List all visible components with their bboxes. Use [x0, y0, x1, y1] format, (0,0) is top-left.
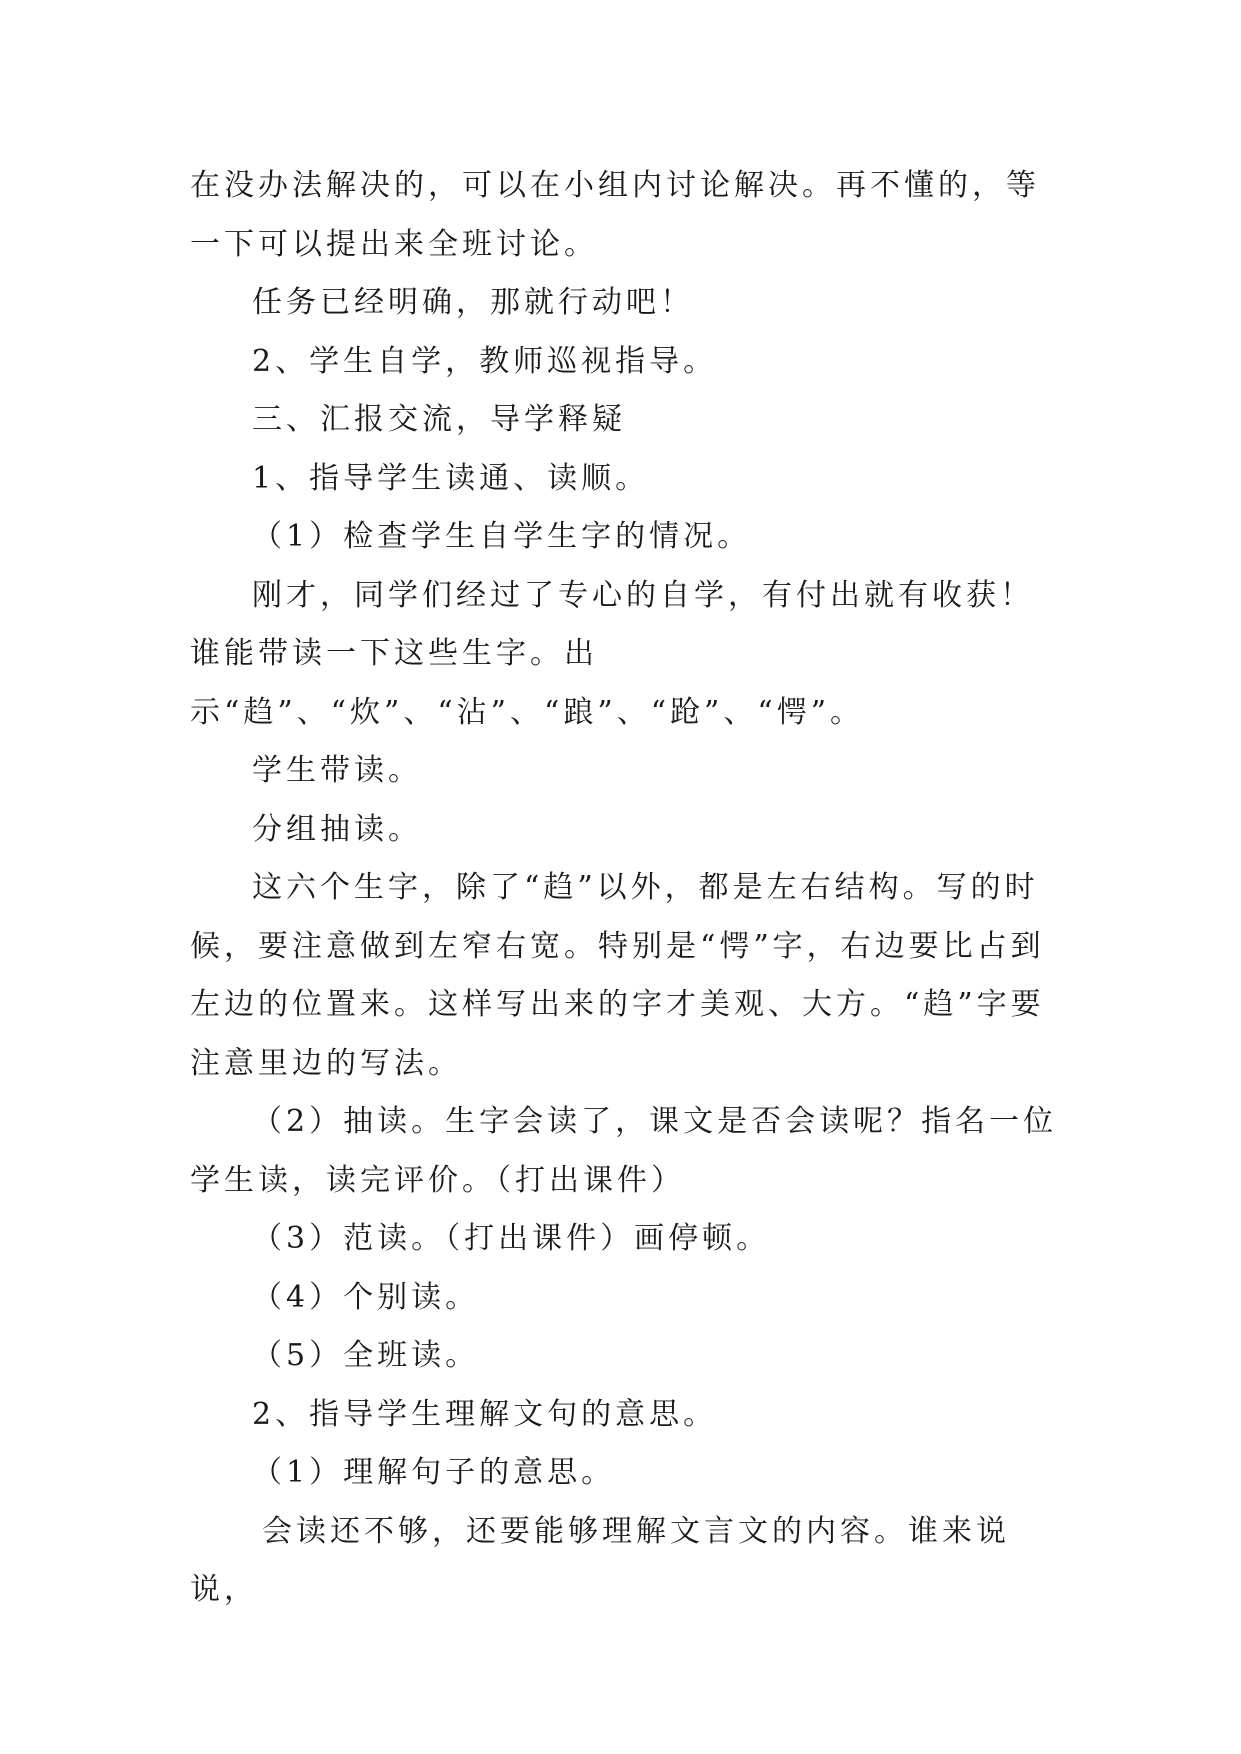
paragraph-9: 分组抽读。 — [252, 811, 422, 847]
paragraph-13: （4）个别读。 — [252, 1279, 480, 1315]
paragraph-16: （1）理解句子的意思。 — [252, 1455, 616, 1490]
paragraph-15: 2、指导学生理解文句的意思。 — [252, 1396, 718, 1432]
paragraph-10: 这六个生字，除了“趋”以外，都是左右结构。写的时候，要注意做到左窄右宽。特别是“愕”字，右边要比占到左边的位置来。这样写出来的字才美观、大方。“趋”字要注意里边的写法。 — [190, 870, 1045, 1081]
paragraph-1: 在没办法解决的，可以在小组内讨论解决。再不懂的，等一下可以提出来全班讨论。 — [190, 168, 1040, 262]
paragraph-5: 1、指导学生读通、读顺。 — [252, 460, 650, 496]
paragraph-6: （1）检查学生自学生字的情况。 — [252, 519, 752, 554]
paragraph-8: 学生带读。 — [252, 753, 422, 788]
paragraph-12: （3）范读。（打出课件）画停顿。 — [252, 1221, 771, 1256]
paragraph-2: 任务已经明确，那就行动吧！ — [252, 285, 694, 320]
section-heading: 三、汇报交流，导学释疑 — [252, 402, 626, 437]
paragraph-14: （5）全班读。 — [252, 1338, 480, 1373]
paragraph-3: 2、学生自学，教师巡视指导。 — [252, 343, 718, 379]
paragraph-7: 刚才，同学们经过了专心的自学，有付出就有收获！谁能带读一下这些生字。出示“趋”、“炊”、“沾”、“踉”、“跄”、“愕”。 — [190, 577, 1034, 730]
paragraph-11: （2）抽读。生字会读了，课文是否会读呢？指名一位学生读，读完评价。（打出课件） — [190, 1104, 1058, 1198]
paragraph-17: 会读还不够，还要能够理解文言文的内容。谁来说说， — [190, 1513, 1010, 1607]
document-body — [190, 157, 1062, 1620]
